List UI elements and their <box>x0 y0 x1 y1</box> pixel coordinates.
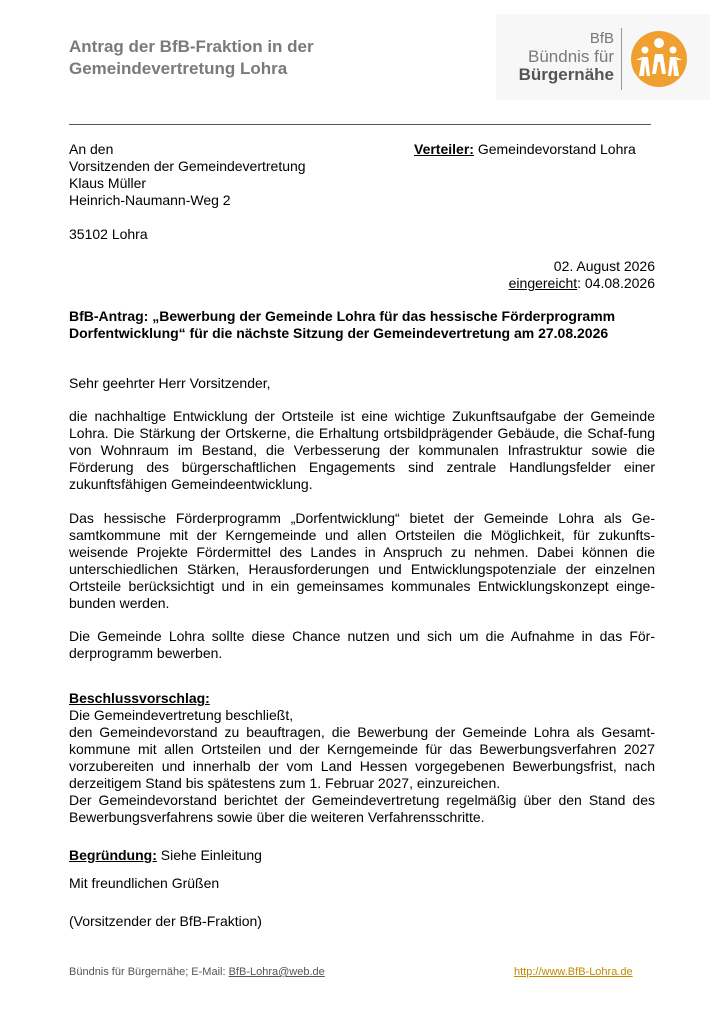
distribution-value: Gemeindevorstand Lohra <box>473 141 636 157</box>
submitted-value: : 04.08.2026 <box>577 275 655 291</box>
logo-abbrev: BfB <box>589 30 614 47</box>
footer-website-link[interactable]: http://www.BfB-Lohra.de <box>514 966 633 978</box>
document-title <box>69 36 314 80</box>
signature: (Vorsitzender der BfB-Fraktion) <box>69 913 262 929</box>
address-line-2: Vorsitzenden der Gemeindevertretung <box>69 158 306 174</box>
reason-value: Siehe Einleitung <box>156 847 262 863</box>
paragraph-3: Die Gemeinde Lohra sollte diese Chance nutzen und sich um die Aufnahme in das För-derprogramm bewerben. <box>69 628 655 661</box>
reason <box>69 847 262 864</box>
title-line-2: Gemeindevertretung Lohra <box>69 59 288 78</box>
submitted-label: eingereicht <box>508 275 578 291</box>
recipient-address <box>69 141 306 243</box>
distribution-list <box>414 141 636 158</box>
proposal-text: den Gemeindevorstand zu beauftragen, die Bewerbung der Gemeinde Lohra als Gesamt-kommune mit allen Ortsteilen und der Kerngemeinde für das Bewerbungsverfahren 2027 vorzubereiten und innerhalb der vom Land Hessen vorgegebenen Bewerbungsfrist, nach derzeitigem Stand bis spätestens zum 1. Februar 2027, einzureichen. <box>69 724 655 791</box>
bfb-logo <box>496 14 710 100</box>
subject <box>69 308 615 342</box>
footer-text <box>69 966 325 978</box>
paragraph-1: die nachhaltige Entwicklung der Ortsteile ist eine wichtige Zukunftsaufgabe der Gemeinde Lohra. Die Stärkung der Ortskerne, die Erhaltung ortsbildprägender Gebäude, die Schaf-fung von Wohnraum im Bestand, die Verbesserung der kommunalen Infrastruktur sowie die Förderung des bürgerschaftlichen Engagements sind zentrale Handlungsfelder einer zukunftsfähigen Gemeindeentwicklung. <box>69 408 655 492</box>
proposal-report: Der Gemeindevorstand berichtet der Gemeindevertretung regelmäßig über den Stand des Bewerbungsverfahrens sowie über die weiteren Verfahrensschritte. <box>69 792 655 825</box>
proposal-heading: Beschlussvorschlag: <box>69 690 210 706</box>
logo-name-1: Bündnis für <box>528 47 614 66</box>
proposal-intro: Die Gemeindevertretung beschließt, <box>69 707 294 723</box>
address-line-1: An den <box>69 141 114 157</box>
reason-label: Begründung: <box>69 847 157 863</box>
distribution-label: Verteiler: <box>414 141 474 157</box>
people-logo-icon <box>630 30 688 88</box>
header-divider <box>69 124 651 125</box>
subject-line-2: Dorfentwicklung“ für die nächste Sitzung der Gemeindevertretung am 27.08.2026 <box>69 325 609 341</box>
logo-divider <box>621 28 622 90</box>
closing: Mit freundlichen Grüßen <box>69 875 220 891</box>
salutation: Sehr geehrter Herr Vorsitzender, <box>69 375 271 391</box>
address-line-4: Heinrich-Naumann-Weg 2 <box>69 192 231 208</box>
address-line-5: 35102 Lohra <box>69 226 148 242</box>
logo-name-2: Bürgernähe <box>518 65 614 84</box>
letter-date: 02. August 2026 <box>553 258 655 274</box>
date-block <box>509 258 655 292</box>
subject-line-1: BfB-Antrag: „Bewerbung der Gemeinde Lohra für das hessische Förderprogramm <box>69 308 616 324</box>
footer-email-link[interactable]: BfB-Lohra@web.de <box>228 966 325 978</box>
logo-text <box>519 30 614 84</box>
paragraph-2: Das hessische Förderprogramm „Dorfentwicklung“ bietet der Gemeinde Lohra als Ge-samtkommune mit der Kerngemeinde und allen Ortsteilen die Möglichkeit, für zukunfts-weisende Projekte Fördermittel des Landes in Anspruch zu nehmen. Dabei können die unterschiedlichen Stärken, Herausforderungen und Entwicklungspotenziale der einzelnen Ortsteile berücksichtigt und in ein gemeinsames kommunales Entwicklungskonzept einge-bunden werden. <box>69 510 655 611</box>
submitted-date <box>509 275 655 292</box>
footer-org: Bündnis für Bürgernähe; E-Mail: <box>69 966 229 978</box>
title-line-1: Antrag der BfB-Fraktion in der <box>69 37 314 56</box>
address-line-3: Klaus Müller <box>69 175 147 191</box>
